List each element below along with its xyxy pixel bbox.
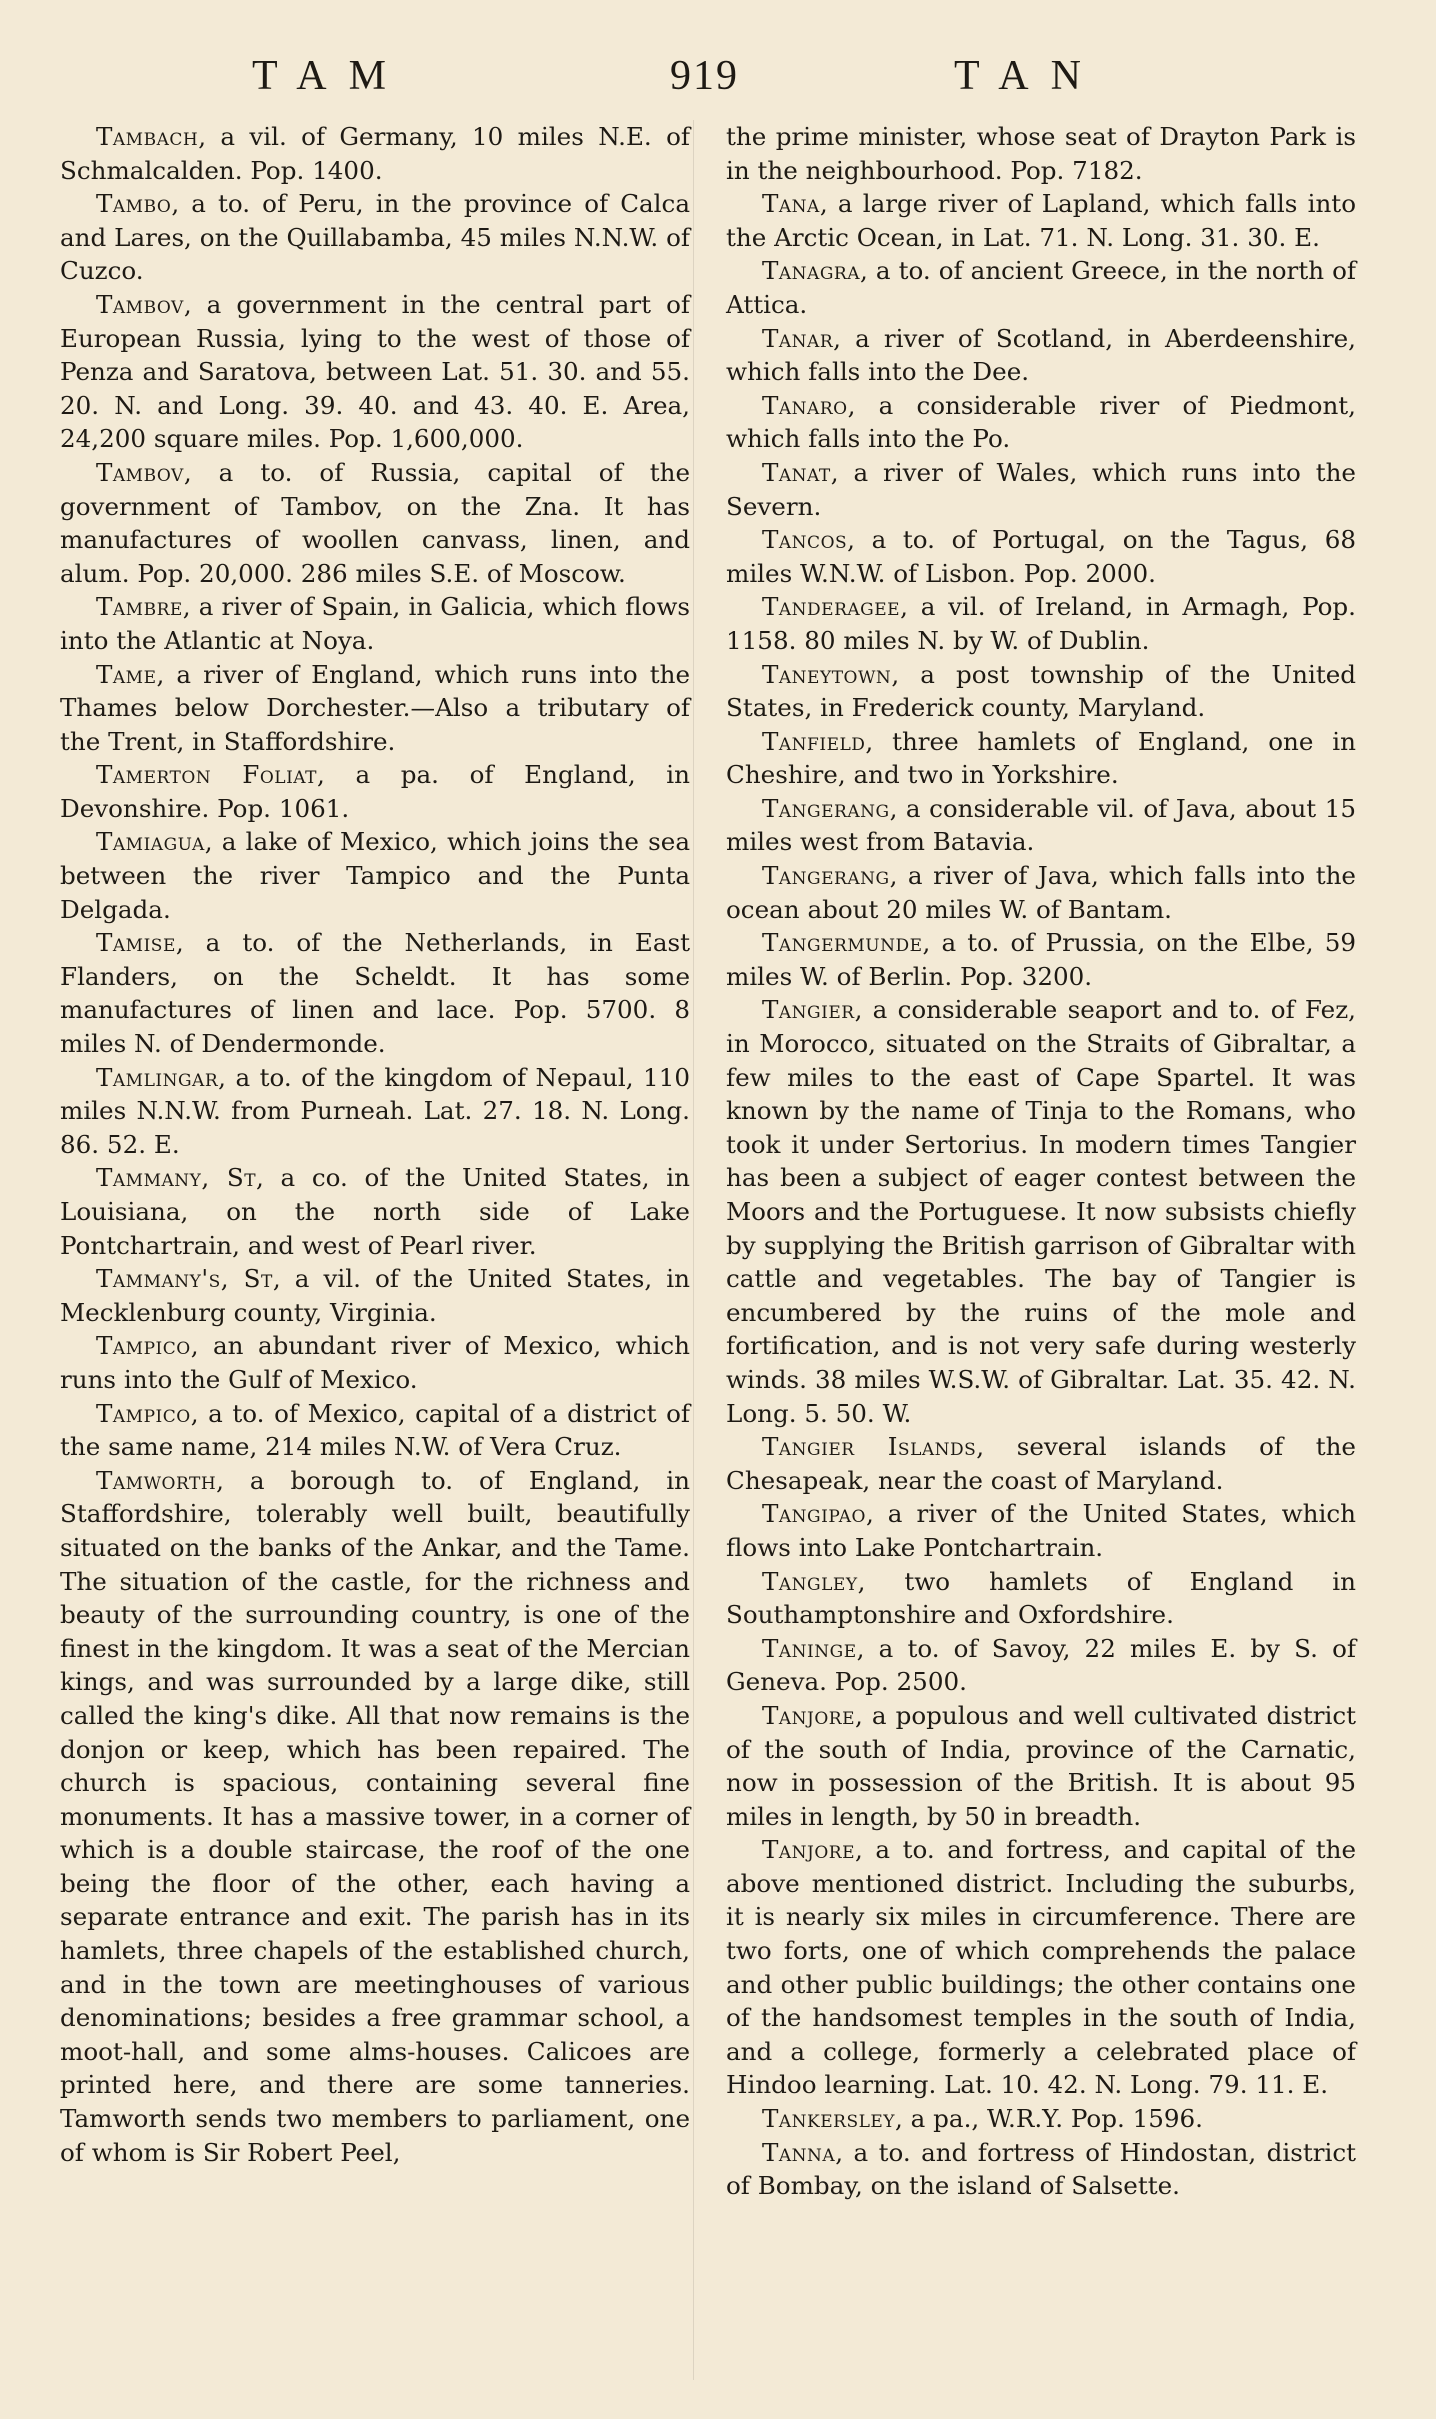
entry-text: , a river of Wales, which runs into the Severn.	[726, 457, 1356, 521]
entry-text: , an abundant river of Mexico, which runs into the Gulf of Mexico.	[60, 1331, 690, 1394]
gazetteer-entry	[60, 1061, 690, 1162]
entry-text: , a river of Spain, in Galicia, which flows into the Atlantic at Noya.	[60, 592, 690, 655]
gazetteer-entry	[726, 1565, 1356, 1632]
entry-text: , a to. of Prussia, on the Elbe, 59 miles W. of Berlin. Pop. 3200.	[726, 928, 1356, 991]
gazetteer-entry	[60, 825, 690, 926]
gazetteer-entry	[60, 187, 690, 288]
entry-text: , a to. of Russia, capital of the government of Tambov, on the Zna. It has manufactures of woollen canvass, linen, and alum. Pop. 20,000. 286 miles S.E. of Moscow.	[60, 457, 690, 588]
entry-text: , a vil. of Ireland, in Armagh, Pop. 1158. 80 miles N. by W. of Dublin.	[726, 592, 1356, 655]
gazetteer-entry	[726, 322, 1356, 389]
gazetteer-entry	[60, 926, 690, 1060]
entry-headword: Tanjore	[762, 1835, 856, 1865]
entry-headword: Tambre	[96, 592, 183, 622]
entry-text: , a to. of the kingdom of Nepaul, 110 miles N.N.W. from Purneah. Lat. 27. 18. N. Long. 86. 52. E.	[60, 1062, 690, 1159]
text-columns	[60, 120, 1376, 2400]
header-right-guideword: TAN	[954, 53, 1103, 99]
gazetteer-entry	[726, 1833, 1356, 2102]
entry-text: , a pa. of England, in Devonshire. Pop. 1061.	[60, 760, 690, 823]
entry-headword: Tammany, St	[96, 1163, 257, 1193]
entry-headword: Tangier	[762, 995, 855, 1025]
gazetteer-entry	[726, 590, 1356, 657]
gazetteer-entry	[726, 658, 1356, 725]
entry-text: , a to. and fortress, and capital of the above mentioned district. Including the suburbs, it is nearly six miles in circumference. There are two forts, one of which comprehends the palace and other public buildings; the other contains one of the handsomest temples in the south of India, and a college, formerly a celebrated place of Hindoo learning. Lat. 10. 42. N. Long. 79. 11. E.	[726, 1835, 1356, 2100]
gazetteer-entry	[726, 2102, 1356, 2136]
gazetteer-entry	[60, 590, 690, 657]
gazetteer-entry	[726, 1699, 1356, 1833]
entry-headword: Tangerang	[762, 861, 890, 891]
entry-headword: Tamworth	[96, 1465, 217, 1495]
entry-text: , a considerable river of Piedmont, which falls into the Po.	[726, 390, 1356, 454]
gazetteer-entry	[60, 1464, 690, 2169]
entry-headword: Tanaro	[762, 390, 848, 420]
entry-headword: Tammany's, St	[96, 1264, 273, 1294]
entry-text: , three hamlets of England, one in Cheshire, and two in Yorkshire.	[726, 726, 1356, 790]
entry-text: , a government in the central part of European Russia, lying to the west of those of Penza and Saratova, between Lat. 51. 30. and 55. 20. N. and Long. 39. 40. and 43. 40. E. Area, 24,200 square miles. Pop. 1,600,000.	[60, 289, 690, 454]
entry-text: , a to. of Savoy, 22 miles E. by S. of Geneva. Pop. 2500.	[726, 1633, 1356, 1697]
page-number: 919	[670, 53, 739, 99]
gazetteer-entry	[726, 1497, 1356, 1564]
entry-text: , a co. of the United States, in Louisiana, on the north side of Lake Pontchartrain, and west of Pearl river.	[60, 1163, 690, 1260]
entry-text: , a to. of ancient Greece, in the north of Attica.	[726, 256, 1356, 319]
entry-headword: Tangipao	[762, 1499, 866, 1529]
gazetteer-entry	[60, 758, 690, 825]
entry-text: , a to. of Portugal, on the Tagus, 68 miles W.N.W. of Lisbon. Pop. 2000.	[726, 525, 1356, 588]
entry-headword: Tanagra	[762, 256, 860, 286]
entry-headword: Tambo	[96, 189, 172, 219]
entry-headword: Tame	[96, 659, 157, 689]
entry-headword: Tamerton Foliat	[96, 760, 317, 790]
gazetteer-entry	[726, 725, 1356, 792]
entry-text: , several islands of the Chesapeak, near the coast of Maryland.	[726, 1432, 1356, 1495]
gazetteer-entry	[726, 993, 1356, 1430]
gazetteer-entry	[60, 456, 690, 590]
entry-headword: Tambach	[96, 122, 199, 151]
entry-text: , a populous and well cultivated district of the south of India, province of the Carnatic, now in possession of the British. It is about 95 miles in length, by 50 in breadth.	[726, 1700, 1356, 1831]
gazetteer-entry	[726, 926, 1356, 993]
entry-text: , a large river of Lapland, which falls into the Arctic Ocean, in Lat. 71. N. Long. 31. 30. E.	[726, 189, 1356, 252]
running-header	[60, 52, 1376, 112]
entry-headword: Tanderagee	[762, 592, 901, 622]
entry-headword: Tamiagua	[96, 827, 205, 857]
entry-headword: Tanna	[762, 2137, 836, 2167]
entry-headword: Tangley	[762, 1566, 858, 1596]
entry-text: , a borough to. of England, in Staffordshire, tolerably well built, beautifully situated on the banks of the Ankar, and the Tame. The situation of the castle, for the richness and beauty of the surrounding country, is one of the finest in the kingdom. It was a seat of the Mercian kings, and was surrounded by a large dike, still called the king's dike. All that now remains is the donjon or keep, which has been repaired. The church is spacious, containing several fine monuments. It has a massive tower, in a corner of which is a double staircase, the roof of the one being the floor of the other, each having a separate entrance and exit. The parish has in its hamlets, three chapels of the established church, and in the town are meetinghouses of various denominations; besides a free grammar school, a moot-hall, and some alms-houses. Calicoes are printed here, and there are some tanneries. Tamworth sends two members to parliament, one of whom is Sir Robert Peel,	[60, 1465, 690, 2167]
entry-text: , a considerable seaport and to. of Fez, in Morocco, situated on the Straits of Gibraltar, a few miles to the east of Cape Spartel. It was known by the name of Tinja to the Romans, who took it under Sertorius. In modern times Tangier has been a subject of eager contest between the Moors and the Portuguese. It now subsists chiefly by supplying the British garrison of Gibraltar with cattle and vegetables. The bay of Tangier is encumbered by the ruins of the mole and fortification, and is not very safe during westerly winds. 38 miles W.S.W. of Gibraltar. Lat. 35. 42. N. Long. 5. 50. W.	[726, 995, 1356, 1428]
entry-headword: Tambov	[96, 457, 184, 487]
entry-text: , a pa., W.R.Y. Pop. 1596.	[895, 2104, 1203, 2134]
gazetteer-entry	[60, 120, 690, 187]
gazetteer-entry	[60, 1262, 690, 1329]
entry-text: , a vil. of Germany, 10 miles N.E. of Schmalcalden. Pop. 1400.	[60, 122, 690, 185]
gazetteer-entry	[726, 1632, 1356, 1699]
entry-text: , a river of Java, which falls into the ocean about 20 miles W. of Bantam.	[726, 861, 1356, 924]
entry-text: , a river of England, which runs into the Thames below Dorchester.—Also a tributary of the Trent, in Staffordshire.	[60, 659, 690, 756]
entry-text: , a to. of Mexico, capital of a district of the same name, 214 miles N.W. of Vera Cruz.	[60, 1398, 690, 1462]
entry-headword: Tancos	[762, 525, 848, 555]
gazetteer-entry	[60, 658, 690, 759]
gazetteer-entry	[726, 1430, 1356, 1497]
gazetteer-entry	[726, 523, 1356, 590]
right-column	[726, 120, 1356, 2203]
entry-headword: Tanar	[762, 323, 834, 353]
entry-headword: Tangermunde	[762, 928, 923, 958]
entry-text: , two hamlets of England in Southamptonshire and Oxfordshire.	[726, 1566, 1356, 1630]
entry-text: , a to. of Peru, in the province of Calca and Lares, on the Quillabamba, 45 miles N.N.W. of Cuzco.	[60, 189, 690, 286]
gazetteer-entry	[726, 187, 1356, 254]
entry-headword: Taninge	[762, 1633, 857, 1663]
entry-text: , a vil. of the United States, in Mecklenburg county, Virginia.	[60, 1264, 691, 1327]
entry-headword: Tanjore	[762, 1700, 856, 1730]
entry-headword: Taneytown	[762, 659, 892, 689]
entry-text: , a post township of the United States, in Frederick county, Maryland.	[726, 659, 1356, 723]
entry-headword: Tampico	[96, 1331, 191, 1361]
gazetteer-entry	[60, 1329, 690, 1396]
continuation-text: the prime minister, whose seat of Drayton Park is in the neighbourhood. Pop. 7182.	[726, 122, 1356, 185]
entry-text: , a to. of the Netherlands, in East Flanders, on the Scheldt. It has some manufactures of linen and lace. Pop. 5700. 8 miles N. of Dendermonde.	[60, 928, 690, 1059]
entry-headword: Tampico	[96, 1398, 191, 1428]
gazetteer-entry	[60, 1397, 690, 1464]
gazetteer-entry	[726, 456, 1356, 523]
entry-text: , a to. and fortress of Hindostan, district of Bombay, on the island of Salsette.	[726, 2137, 1356, 2201]
entry-text: , a lake of Mexico, which joins the sea between the river Tampico and the Punta Delgada.	[60, 827, 690, 924]
entry-headword: Tana	[762, 189, 820, 219]
gazetteer-entry	[726, 792, 1356, 859]
entry-headword: Tankersley	[762, 2104, 896, 2134]
entry-headword: Tangerang	[762, 793, 890, 823]
entry-headword: Tamlingar	[96, 1062, 219, 1092]
left-column	[60, 120, 690, 2169]
entry-headword: Tambov	[96, 289, 184, 319]
gazetteer-entry	[726, 254, 1356, 321]
entry-headword: Tamise	[96, 928, 176, 958]
gazetteer-entry	[60, 1161, 690, 1262]
entry-headword: Tangier Islands	[762, 1432, 977, 1462]
entry-text: , a river of Scotland, in Aberdeenshire, which falls into the Dee.	[726, 323, 1356, 387]
entry-text: , a river of the United States, which flows into Lake Pontchartrain.	[726, 1499, 1356, 1562]
entry-headword: Tanfield	[762, 726, 866, 756]
entry-headword: Tanat	[762, 457, 831, 487]
gazetteer-entry	[726, 859, 1356, 926]
header-left-guideword: TAM	[252, 53, 408, 99]
gazetteer-entry	[726, 389, 1356, 456]
entry-text: , a considerable vil. of Java, about 15 miles west from Batavia.	[726, 793, 1356, 857]
gazetteer-entry	[60, 288, 690, 456]
gazetteer-entry	[726, 2136, 1356, 2203]
